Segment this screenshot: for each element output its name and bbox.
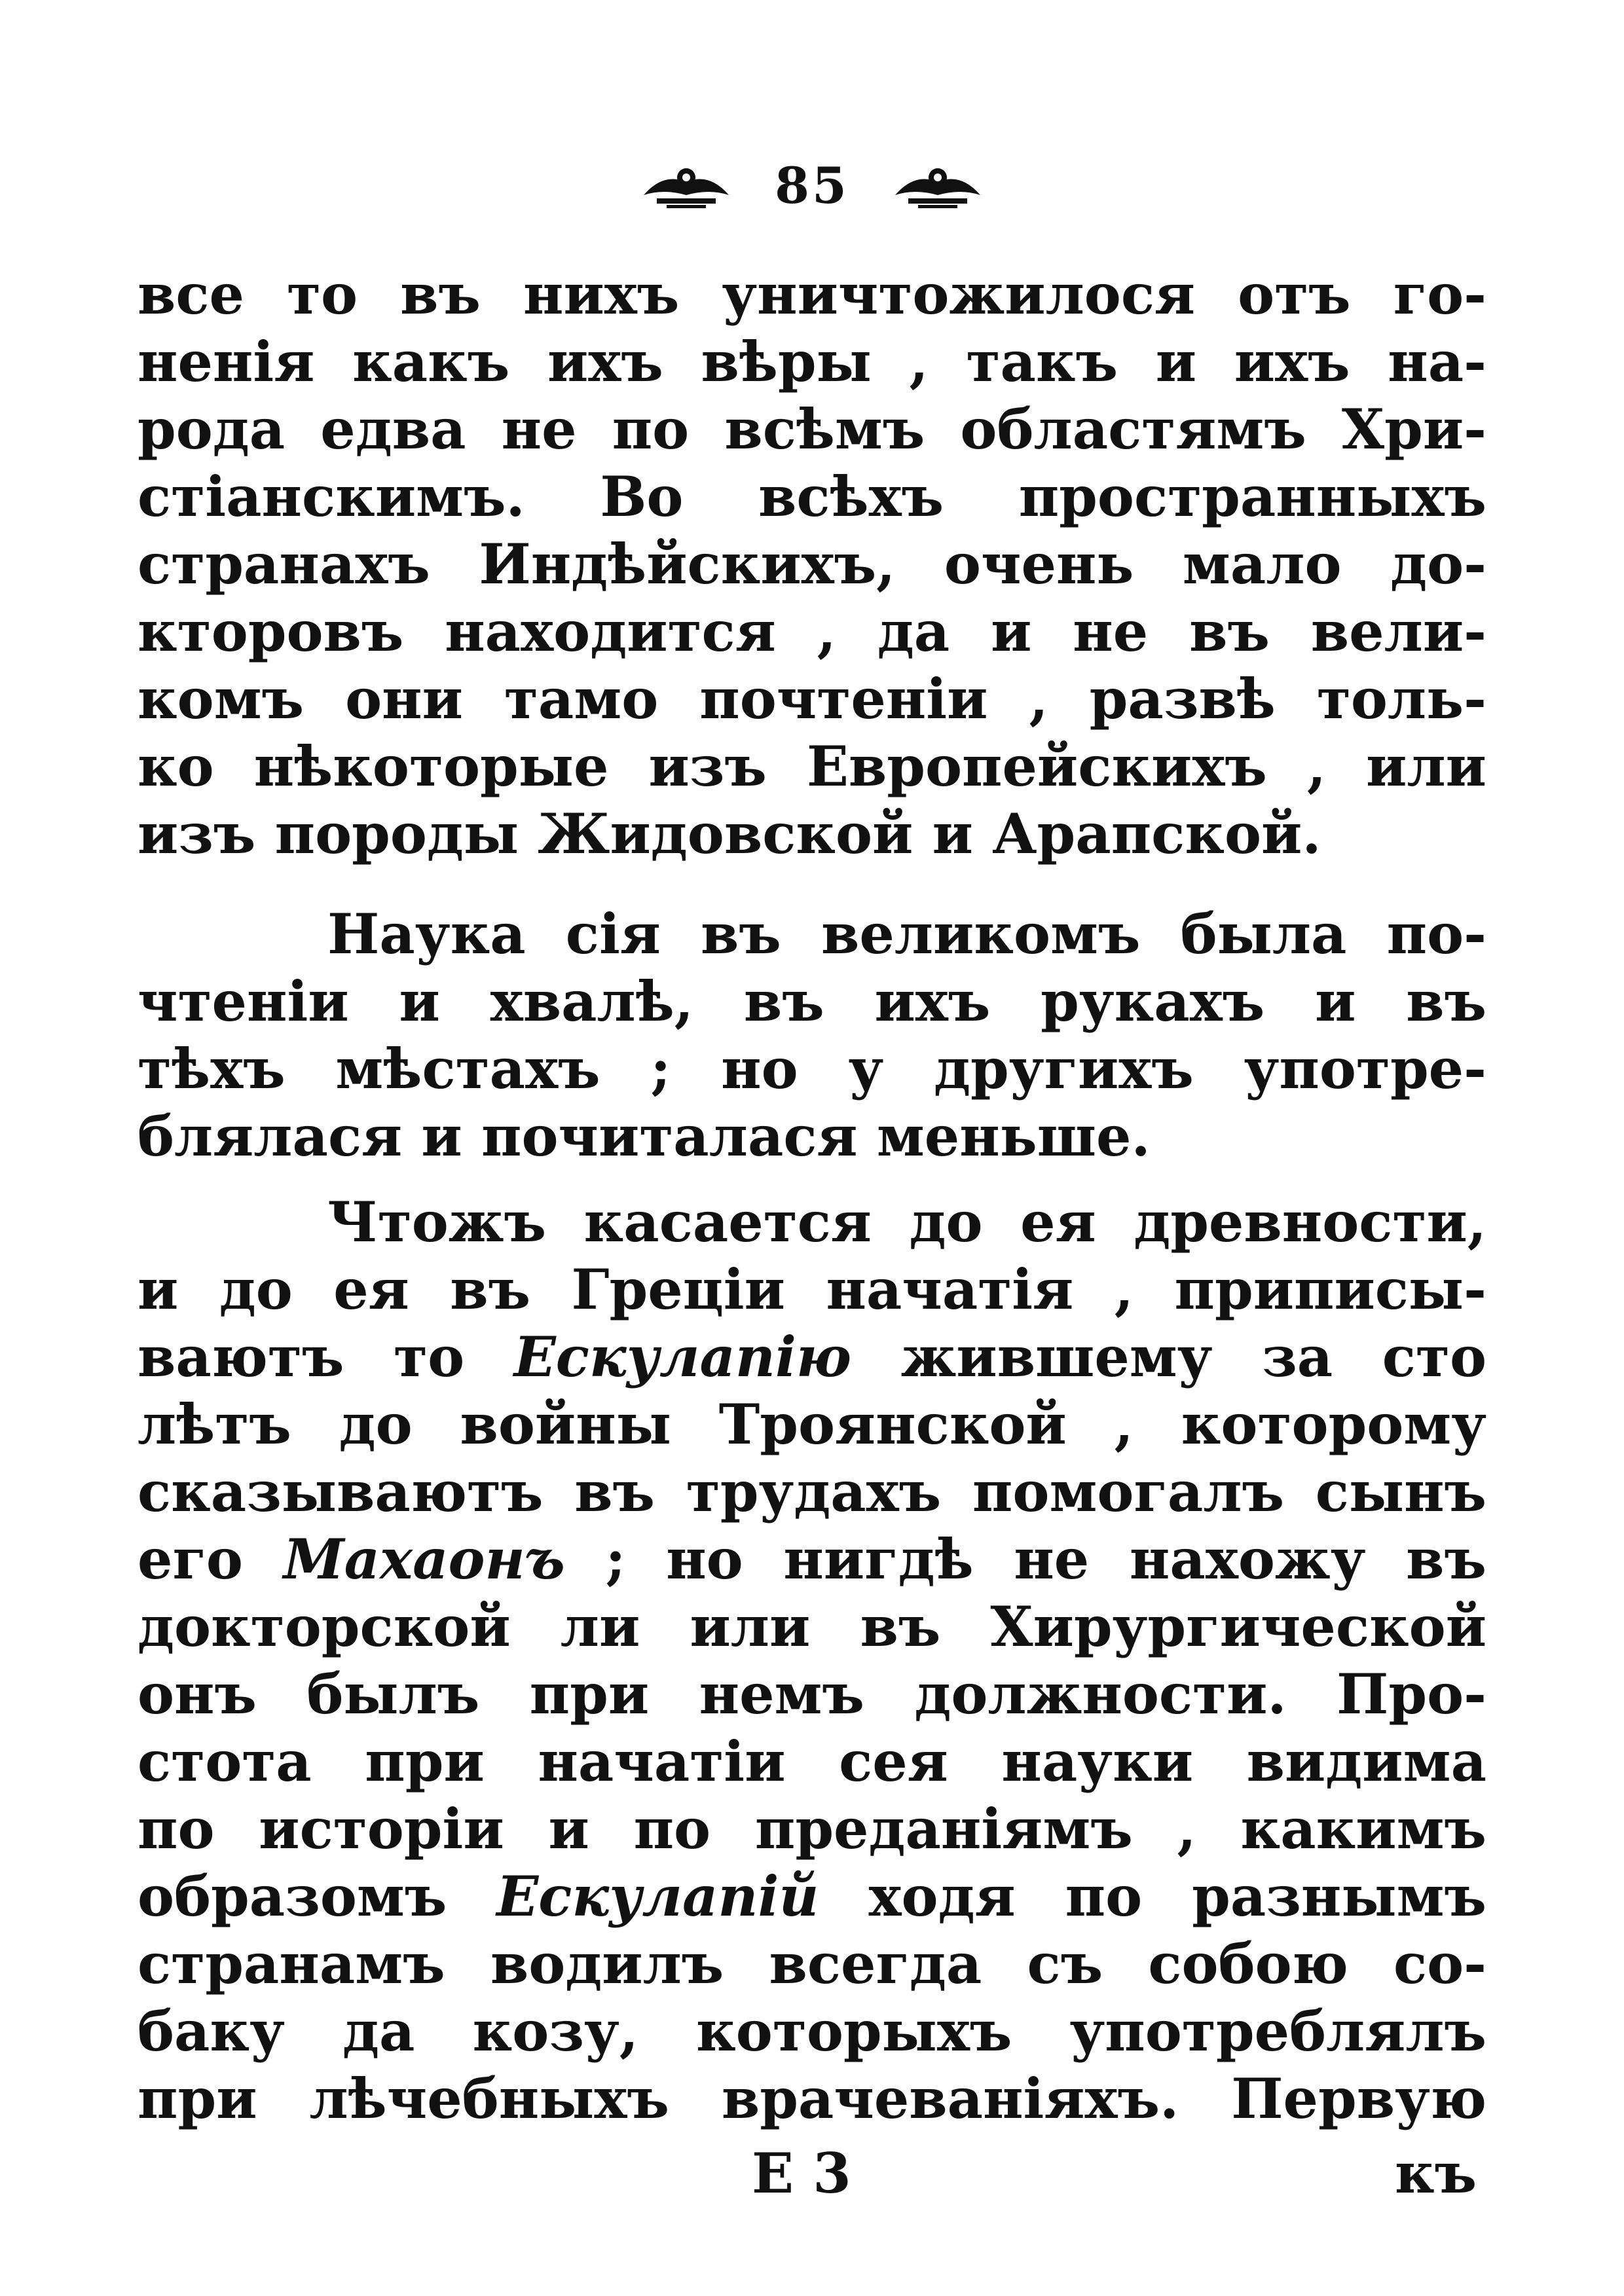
italic-name: Ескулапій (496, 1864, 819, 1929)
text-line: комъ они тамо почтеніи , развѣ толь- (138, 666, 1486, 731)
text-line: по исторіи и по преданіямъ , какимъ (138, 1796, 1486, 1861)
text-segment: жившему за сто (851, 1324, 1486, 1389)
text-line: блялася и почиталася меньше. (138, 1104, 1151, 1169)
text-segment: ; но нигдѣ не нахожу въ (564, 1527, 1486, 1592)
text-line: изъ породы Жидовской и Арапской. (138, 801, 1321, 866)
text-line: сказываютъ въ трудахъ помогалъ сынъ (138, 1459, 1486, 1524)
text-line: стіанскимъ. Во всѣхъ пространныхъ (138, 464, 1486, 529)
italic-name: Махаонъ (283, 1527, 565, 1592)
paragraph-2 (138, 900, 1486, 1170)
text-segment: его (138, 1527, 284, 1592)
paragraph-3 (138, 1188, 1486, 2132)
text-line: баку да козу, которыхъ употреблялъ (138, 1999, 1486, 2064)
text-line: Наука сія въ великомъ была по- (327, 902, 1486, 966)
text-line: тѣхъ мѣстахъ ; но у другихъ употре- (138, 1036, 1486, 1101)
text-line: при лѣчебныхъ врачеваніяхъ. Первую (138, 2066, 1486, 2131)
text-line: кторовъ находится , да и не въ вели- (138, 599, 1486, 664)
text-line: все то въ нихъ уничтожилося отъ го- (138, 262, 1486, 327)
text-segment: ходя по разнымъ (819, 1864, 1486, 1929)
catchword: къ (1395, 2141, 1477, 2206)
text-line: докторской ли или въ Хирургической (138, 1594, 1486, 1659)
text-line: и до ея въ Греціи начатія , приписы- (138, 1257, 1486, 1322)
italic-name: Ескулапію (513, 1324, 851, 1389)
text-segment: образомъ (138, 1864, 497, 1929)
page-number: 85 (775, 156, 849, 215)
text-line: онъ былъ при немъ должности. Про- (138, 1662, 1486, 1726)
text-line: стота при начатіи сея науки видима (138, 1729, 1486, 1794)
text-line (138, 1525, 1486, 1593)
text-line (138, 1323, 1486, 1391)
text-line: Чтожъ касается до ея древности, (327, 1190, 1486, 1254)
text-line (138, 1863, 1486, 1930)
signature-mark: Е 3 (752, 2141, 851, 2206)
crown-ornament-icon (889, 159, 987, 211)
text-line: ненія какъ ихъ вѣры , такъ и ихъ на- (138, 329, 1486, 394)
text-line: чтеніи и хвалѣ, въ ихъ рукахъ и въ (138, 969, 1486, 1034)
text-line: рода едва не по всѣмъ областямъ Хри- (138, 397, 1486, 462)
crown-ornament-icon (637, 159, 735, 211)
text-line: странамъ водилъ всегда съ собою со- (138, 1931, 1486, 1996)
page-header (0, 149, 1624, 221)
page-footer (0, 2141, 1624, 2213)
text-line: лѣтъ до войны Троянской , которому (138, 1392, 1486, 1457)
paragraph-1 (138, 261, 1486, 867)
text-line: странахъ Индѣйскихъ, очень мало до- (138, 532, 1486, 596)
text-line: ко нѣкоторые изъ Европейскихъ , или (138, 734, 1486, 799)
text-segment: ваютъ то (138, 1324, 514, 1389)
